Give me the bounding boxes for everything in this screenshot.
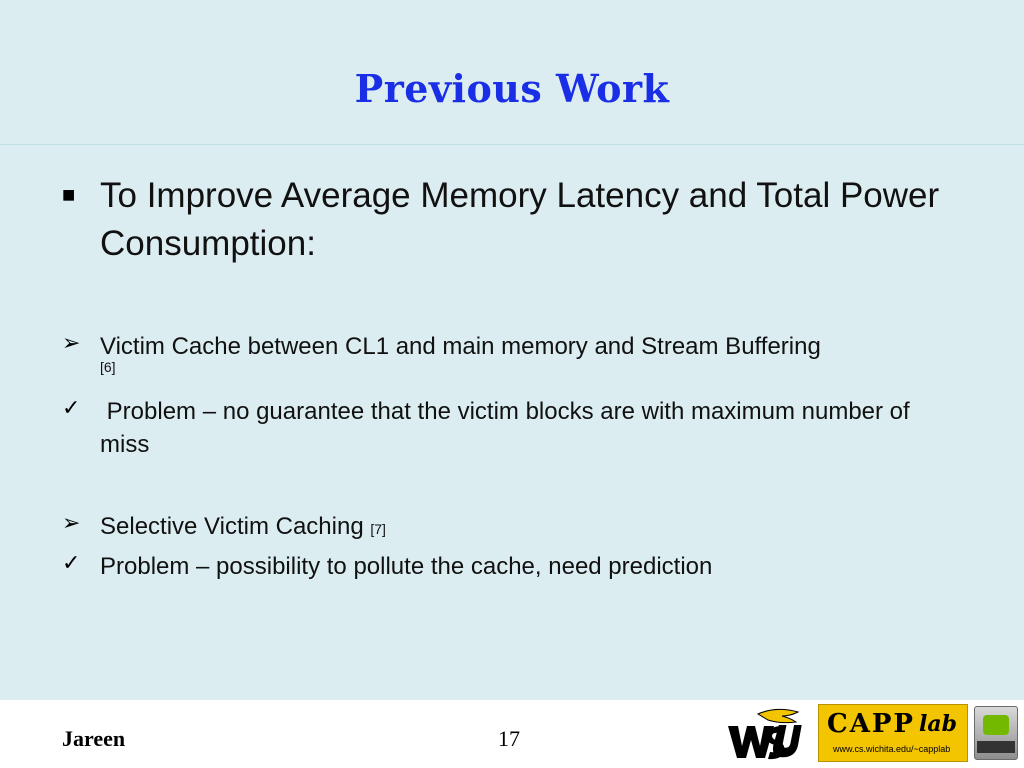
list-item (62, 330, 962, 375)
arrow-bullet-icon: ➢ (62, 330, 81, 355)
capp-lab-logo (818, 704, 968, 762)
lab-logo-text: lab (919, 711, 957, 737)
slide-title: Previous Work (354, 66, 670, 111)
page-number: 17 (498, 726, 520, 751)
main-bullet (62, 172, 962, 268)
slide-footer (0, 700, 1024, 768)
list-item (62, 395, 962, 461)
list-item-text: Problem – no guarantee that the victim blocks are with maximum number of miss (100, 398, 917, 458)
arrow-bullet-icon: ➢ (62, 510, 81, 535)
list-item (62, 510, 962, 546)
square-bullet-icon: ■ (62, 182, 76, 207)
list-item-text: Selective Victim Caching (100, 513, 364, 540)
capp-url: www.cs.wichita.edu/~capplab (833, 744, 951, 754)
check-bullet-icon: ✓ (62, 550, 81, 575)
check-bullet-icon: ✓ (62, 395, 81, 420)
nvidia-eye-icon (983, 715, 1009, 735)
author-name: Jareen (62, 726, 126, 751)
nvidia-logo (974, 706, 1018, 760)
capp-logo-text: CAPP (827, 709, 915, 739)
wsu-logo (724, 706, 808, 762)
list-item (62, 550, 962, 583)
nvidia-badge (977, 741, 1015, 753)
citation: [6] (100, 359, 116, 375)
main-bullet-text: To Improve Average Memory Latency and Total Power Consumption: (100, 176, 940, 263)
citation: [7] (370, 521, 386, 537)
title-area (0, 0, 1024, 145)
list-item-text: Problem – possibility to pollute the cache, need prediction (100, 553, 713, 580)
list-item-text: Victim Cache between CL1 and main memory and Stream Buffering (100, 333, 821, 360)
